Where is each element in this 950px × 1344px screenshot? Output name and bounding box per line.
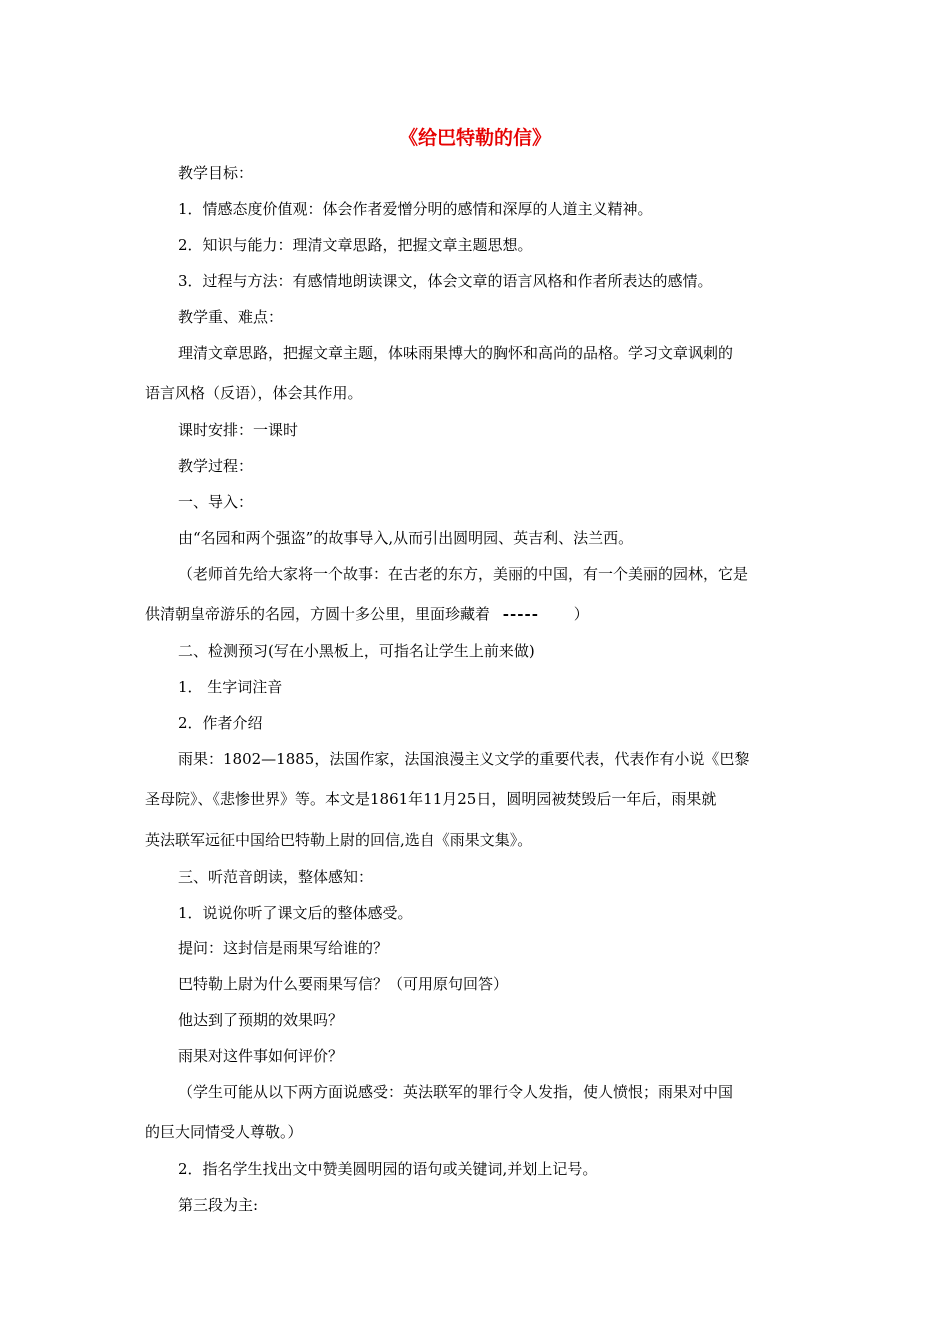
paragraph: 巴特勒上尉为什么要雨果写信？（可用原句回答） xyxy=(178,975,509,993)
ellipsis-dashes: ----- xyxy=(502,605,539,623)
paragraph: 课时安排：一课时 xyxy=(178,421,299,439)
paragraph: 2．指名学生找出文中赞美圆明园的语句或关键词,并划上记号。 xyxy=(178,1160,598,1178)
paragraph: 由“名园和两个强盗”的故事导入,从而引出圆明园、英吉利、法兰西。 xyxy=(178,529,634,547)
paragraph: 提问：这封信是雨果写给谁的？ xyxy=(178,939,389,957)
paragraph: 三、听范音朗读，整体感知： xyxy=(178,868,374,886)
paragraph: （学生可能从以下两方面说感受：英法联军的罪行令人发指，使人愤恨；雨果对中国 xyxy=(178,1083,734,1101)
paragraph: 英法联军远征中国给巴特勒上尉的回信,选自《雨果文集》。 xyxy=(145,831,533,849)
paragraph: 教学目标： xyxy=(178,164,254,182)
paragraph: 教学过程： xyxy=(178,457,254,475)
paragraph: 一、导入： xyxy=(178,493,254,511)
document-title: 《给巴特勒的信》 xyxy=(398,127,551,149)
paragraph: 第三段为主: xyxy=(178,1196,259,1214)
paragraph: 1． 生字词注音 xyxy=(178,678,283,696)
closing-paren: ） xyxy=(573,605,589,623)
paragraph: 教学重、难点： xyxy=(178,308,284,326)
paragraph xyxy=(145,604,589,624)
paragraph: 圣母院》、《悲惨世界》等。本文是1861年11月25日，圆明园被焚毁后一年后，雨果就 xyxy=(145,790,717,808)
paragraph: 理清文章思路，把握文章主题，体味雨果博大的胸怀和高尚的品格。学习文章讽刺的 xyxy=(178,344,734,362)
paragraph: 3．过程与方法：有感情地朗读课文，体会文章的语言风格和作者所表达的感情。 xyxy=(178,272,713,290)
paragraph: 他达到了预期的效果吗？ xyxy=(178,1011,344,1029)
paragraph: 1．情感态度价值观：体会作者爱憎分明的感情和深厚的人道主义精神。 xyxy=(178,200,653,218)
paragraph: 2．知识与能力：理清文章思路，把握文章主题思想。 xyxy=(178,236,533,254)
paragraph: （老师首先给大家将一个故事：在古老的东方，美丽的中国，有一个美丽的园林，它是 xyxy=(178,565,749,583)
paragraph: 语言风格（反语），体会其作用。 xyxy=(145,384,363,402)
paragraph: 的巨大同情受人尊敬。） xyxy=(145,1123,303,1141)
paragraph: 2．作者介绍 xyxy=(178,714,263,732)
paragraph-text: 供清朝皇帝游乐的名园，方圆十多公里，里面珍藏着 xyxy=(145,605,491,623)
paragraph: 二、检测预习(写在小黑板上，可指名让学生上前来做) xyxy=(178,642,535,660)
paragraph: 1．说说你听了课文后的整体感受。 xyxy=(178,904,413,922)
paragraph: 雨果对这件事如何评价？ xyxy=(178,1047,344,1065)
paragraph: 雨果：1802—1885，法国作家，法国浪漫主义文学的重要代表，代表作有小说《巴黎 xyxy=(178,750,750,768)
